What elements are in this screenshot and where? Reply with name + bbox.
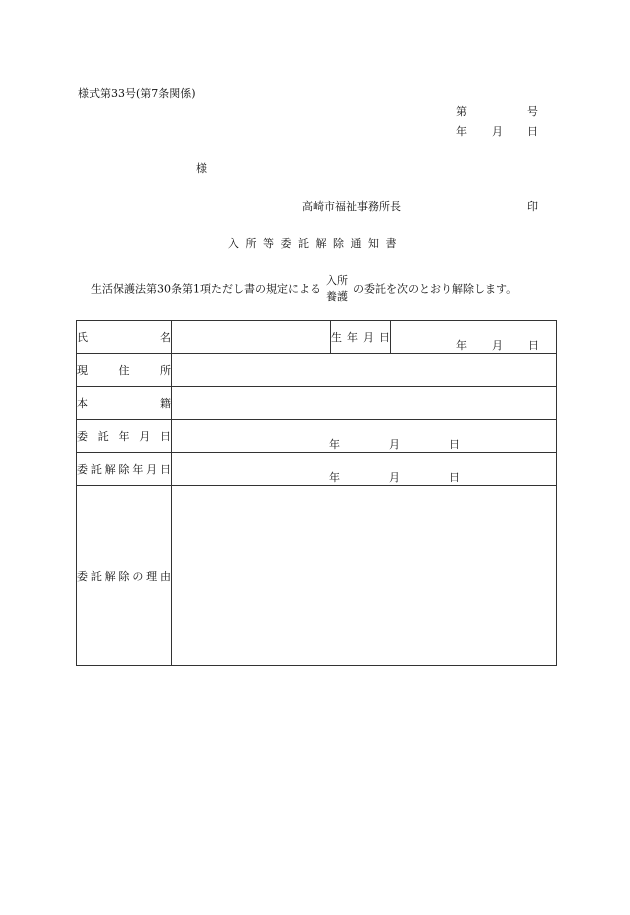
- addressee-honorific: 様: [196, 162, 207, 175]
- consign-day-unit: 日: [449, 438, 460, 451]
- cancel-day-unit: 日: [449, 471, 460, 484]
- row-address: [77, 354, 557, 387]
- issue-date-month: 月: [492, 125, 503, 138]
- issue-date-day: 日: [527, 125, 538, 138]
- domicile-value[interactable]: [172, 387, 557, 420]
- row-consign-date: [77, 420, 557, 453]
- document-number-suffix: 号: [527, 105, 538, 118]
- dob-year-unit: 年: [456, 339, 467, 352]
- statement: [91, 273, 517, 305]
- notice-form-table: [76, 320, 557, 666]
- row-name: [77, 321, 557, 354]
- domicile-label: [77, 387, 172, 420]
- row-cancel-date: [77, 453, 557, 486]
- document-title: 入所等委託解除通知書: [228, 237, 403, 250]
- statement-after: の委託を次のとおり解除します。: [353, 282, 518, 296]
- consign-date-label-text: 委 託 年 月 日: [77, 430, 171, 443]
- cancel-year-unit: 年: [329, 471, 340, 484]
- dob-day-unit: 日: [528, 339, 539, 352]
- cancel-date-value[interactable]: [172, 453, 557, 486]
- dob-label: [331, 321, 391, 354]
- statement-before: 生活保護法第30条第1項ただし書の規定による: [91, 282, 321, 296]
- option-care: 養護: [326, 290, 348, 303]
- cancel-date-label: [77, 453, 172, 486]
- address-label: [77, 354, 172, 387]
- cancel-month-unit: 月: [389, 471, 400, 484]
- sender-title: 高崎市福祉事務所長: [302, 200, 401, 213]
- name-label: [77, 321, 172, 354]
- dob-label-text: 生 年 月 日: [331, 331, 390, 344]
- row-reason: [77, 486, 557, 666]
- reason-value[interactable]: [172, 486, 557, 666]
- address-value[interactable]: [172, 354, 557, 387]
- option-admission: 入所: [326, 274, 348, 287]
- consign-date-value[interactable]: [172, 420, 557, 453]
- reason-label: [77, 486, 172, 666]
- domicile-label-text: 本 籍: [77, 397, 171, 410]
- cancel-date-label-text: 委 託 解 除 年 月 日: [77, 463, 171, 476]
- name-label-text: 氏 名: [77, 331, 171, 344]
- dob-month-unit: 月: [492, 339, 503, 352]
- seal-mark: 印: [527, 200, 538, 213]
- consign-date-label: [77, 420, 172, 453]
- dob-value[interactable]: [391, 321, 557, 354]
- address-label-text: 現 住 所: [77, 364, 171, 377]
- option-stack: [326, 273, 348, 305]
- row-domicile: [77, 387, 557, 420]
- consign-month-unit: 月: [389, 438, 400, 451]
- document-number-prefix: 第: [456, 105, 467, 118]
- name-value[interactable]: [172, 321, 331, 354]
- issue-date-year: 年: [456, 125, 467, 138]
- consign-year-unit: 年: [329, 438, 340, 451]
- reason-label-text: 委 託 解 除 の 理 由: [77, 569, 171, 583]
- form-number: 様式第33号(第7条関係): [78, 87, 196, 100]
